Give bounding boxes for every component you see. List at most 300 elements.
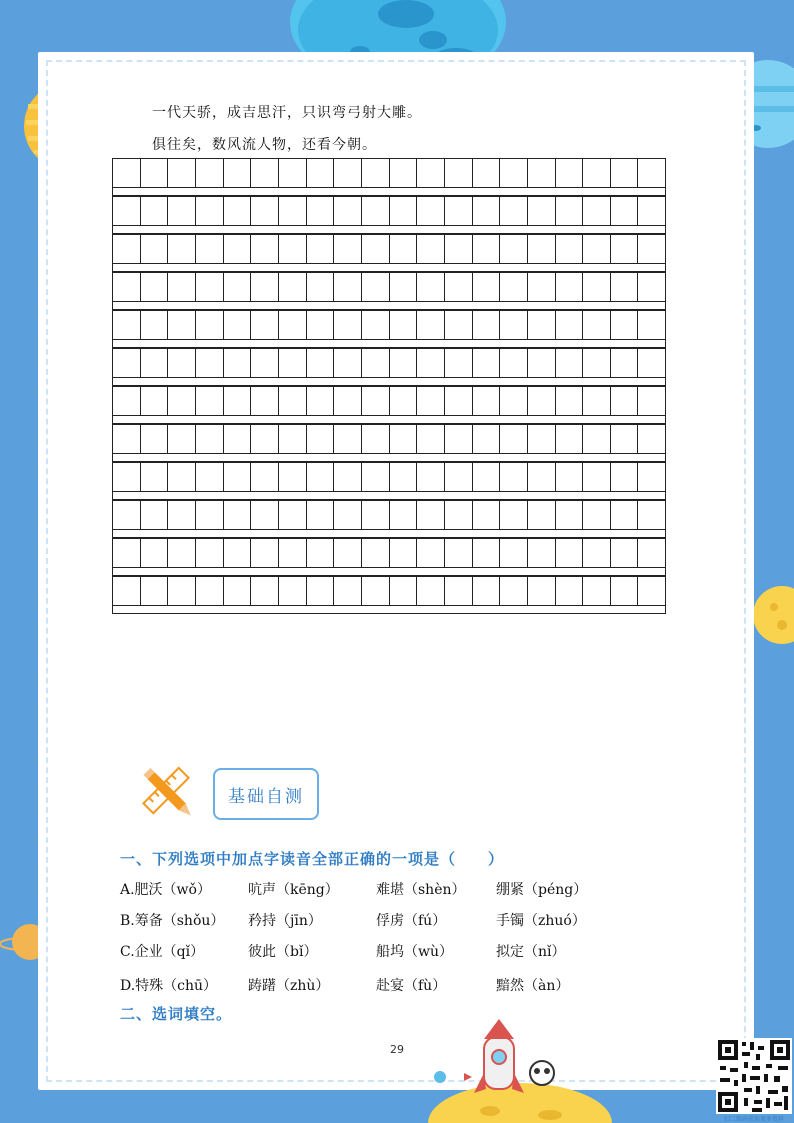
grid-row-gap bbox=[112, 492, 666, 500]
grid-row bbox=[112, 462, 666, 500]
option-d-item-3: 赴宴（fù） bbox=[376, 978, 447, 994]
grid-cell[interactable] bbox=[556, 273, 584, 301]
grid-cell[interactable] bbox=[113, 273, 141, 301]
grid-cell[interactable] bbox=[196, 577, 224, 605]
grid-cell[interactable] bbox=[583, 273, 611, 301]
grid-cell[interactable] bbox=[196, 159, 224, 187]
grid-cell[interactable] bbox=[390, 539, 418, 567]
grid-cell[interactable] bbox=[417, 501, 445, 529]
grid-cell[interactable] bbox=[638, 235, 665, 263]
grid-cell[interactable] bbox=[390, 425, 418, 453]
grid-cell[interactable] bbox=[196, 463, 224, 491]
grid-row-cells bbox=[112, 538, 666, 568]
pencil-ruler-icon bbox=[128, 754, 204, 830]
grid-cell[interactable] bbox=[611, 197, 639, 225]
grid-cell[interactable] bbox=[196, 349, 224, 377]
grid-cell[interactable] bbox=[141, 463, 169, 491]
grid-cell[interactable] bbox=[473, 349, 501, 377]
grid-cell[interactable] bbox=[417, 463, 445, 491]
grid-cell[interactable] bbox=[445, 311, 473, 339]
grid-cell[interactable] bbox=[168, 387, 196, 415]
grid-cell[interactable] bbox=[390, 159, 418, 187]
option-c-item-4: 拟定（nǐ） bbox=[496, 944, 566, 960]
grid-cell[interactable] bbox=[638, 501, 665, 529]
grid-row-gap bbox=[112, 530, 666, 538]
grid-row-gap bbox=[112, 264, 666, 272]
grid-cell[interactable] bbox=[251, 159, 279, 187]
grid-cell[interactable] bbox=[362, 577, 390, 605]
grid-cell[interactable] bbox=[638, 273, 665, 301]
grid-cell[interactable] bbox=[224, 577, 252, 605]
grid-cell[interactable] bbox=[611, 273, 639, 301]
option-c-item-1: C.企业（qǐ） bbox=[120, 944, 205, 960]
grid-cell[interactable] bbox=[307, 463, 335, 491]
grid-cell[interactable] bbox=[638, 159, 665, 187]
grid-cell[interactable] bbox=[224, 387, 252, 415]
grid-cell[interactable] bbox=[196, 387, 224, 415]
grid-row bbox=[112, 158, 666, 196]
grid-cell[interactable] bbox=[390, 387, 418, 415]
grid-cell[interactable] bbox=[528, 501, 556, 529]
grid-cell[interactable] bbox=[473, 425, 501, 453]
grid-cell[interactable] bbox=[445, 349, 473, 377]
section-label-basic-self-test: 基础自测 bbox=[213, 768, 319, 820]
grid-cell[interactable] bbox=[417, 311, 445, 339]
grid-cell[interactable] bbox=[251, 349, 279, 377]
grid-cell[interactable] bbox=[390, 501, 418, 529]
grid-cell[interactable] bbox=[251, 235, 279, 263]
grid-cell[interactable] bbox=[417, 197, 445, 225]
grid-cell[interactable] bbox=[473, 463, 501, 491]
grid-cell[interactable] bbox=[528, 425, 556, 453]
grid-cell[interactable] bbox=[417, 235, 445, 263]
grid-cell[interactable] bbox=[224, 159, 252, 187]
grid-cell[interactable] bbox=[528, 197, 556, 225]
grid-row bbox=[112, 234, 666, 272]
grid-cell[interactable] bbox=[251, 539, 279, 567]
grid-row-cells bbox=[112, 500, 666, 530]
grid-cell[interactable] bbox=[279, 387, 307, 415]
grid-row bbox=[112, 500, 666, 538]
grid-cell[interactable] bbox=[500, 311, 528, 339]
grid-cell[interactable] bbox=[362, 311, 390, 339]
grid-cell[interactable] bbox=[528, 311, 556, 339]
grid-cell[interactable] bbox=[638, 539, 665, 567]
grid-cell[interactable] bbox=[528, 159, 556, 187]
grid-cell[interactable] bbox=[417, 349, 445, 377]
grid-cell[interactable] bbox=[113, 197, 141, 225]
grid-cell[interactable] bbox=[224, 273, 252, 301]
grid-cell[interactable] bbox=[556, 349, 584, 377]
grid-cell[interactable] bbox=[417, 539, 445, 567]
grid-row-cells bbox=[112, 386, 666, 416]
grid-cell[interactable] bbox=[583, 197, 611, 225]
grid-cell[interactable] bbox=[583, 501, 611, 529]
grid-cell[interactable] bbox=[417, 387, 445, 415]
grid-cell[interactable] bbox=[500, 273, 528, 301]
grid-cell[interactable] bbox=[196, 501, 224, 529]
grid-cell[interactable] bbox=[556, 539, 584, 567]
grid-row-gap bbox=[112, 454, 666, 462]
grid-cell[interactable] bbox=[445, 387, 473, 415]
grid-cell[interactable] bbox=[251, 311, 279, 339]
question-2-title: 二、选词填空。 bbox=[120, 1005, 233, 1023]
grid-cell[interactable] bbox=[307, 235, 335, 263]
grid-cell[interactable] bbox=[251, 577, 279, 605]
grid-cell[interactable] bbox=[500, 539, 528, 567]
grid-row-cells bbox=[112, 196, 666, 226]
grid-cell[interactable] bbox=[583, 387, 611, 415]
grid-cell[interactable] bbox=[141, 159, 169, 187]
poem-line-2: 俱往矣，数风流人物，还看今朝。 bbox=[152, 137, 377, 153]
grid-cell[interactable] bbox=[473, 387, 501, 415]
grid-cell[interactable] bbox=[113, 311, 141, 339]
grid-cell[interactable] bbox=[390, 273, 418, 301]
grid-cell[interactable] bbox=[141, 197, 169, 225]
grid-cell[interactable] bbox=[638, 387, 665, 415]
grid-cell[interactable] bbox=[556, 425, 584, 453]
grid-cell[interactable] bbox=[445, 539, 473, 567]
grid-cell[interactable] bbox=[556, 311, 584, 339]
grid-cell[interactable] bbox=[334, 463, 362, 491]
grid-cell[interactable] bbox=[362, 387, 390, 415]
grid-cell[interactable] bbox=[362, 197, 390, 225]
grid-cell[interactable] bbox=[279, 539, 307, 567]
grid-cell[interactable] bbox=[556, 235, 584, 263]
grid-cell[interactable] bbox=[500, 197, 528, 225]
grid-cell[interactable] bbox=[611, 501, 639, 529]
grid-cell[interactable] bbox=[611, 235, 639, 263]
grid-row bbox=[112, 424, 666, 462]
grid-cell[interactable] bbox=[251, 273, 279, 301]
grid-cell[interactable] bbox=[556, 197, 584, 225]
grid-row-cells bbox=[112, 424, 666, 454]
grid-cell[interactable] bbox=[224, 235, 252, 263]
grid-cell[interactable] bbox=[473, 197, 501, 225]
grid-cell[interactable] bbox=[113, 501, 141, 529]
grid-row-gap bbox=[112, 226, 666, 234]
grid-cell[interactable] bbox=[113, 425, 141, 453]
writing-grid[interactable] bbox=[112, 158, 666, 614]
grid-cell[interactable] bbox=[528, 273, 556, 301]
grid-cell[interactable] bbox=[307, 387, 335, 415]
grid-row bbox=[112, 272, 666, 310]
grid-cell[interactable] bbox=[528, 463, 556, 491]
grid-cell[interactable] bbox=[307, 425, 335, 453]
grid-cell[interactable] bbox=[583, 349, 611, 377]
grid-cell[interactable] bbox=[196, 425, 224, 453]
grid-row-cells bbox=[112, 348, 666, 378]
grid-row-gap bbox=[112, 340, 666, 348]
grid-cell[interactable] bbox=[583, 311, 611, 339]
option-b-item-1: B.筹备（shǒu） bbox=[120, 913, 225, 929]
grid-cell[interactable] bbox=[611, 539, 639, 567]
grid-row bbox=[112, 348, 666, 386]
grid-cell[interactable] bbox=[307, 349, 335, 377]
grid-cell[interactable] bbox=[445, 235, 473, 263]
grid-cell[interactable] bbox=[500, 463, 528, 491]
grid-cell[interactable] bbox=[168, 539, 196, 567]
grid-row bbox=[112, 538, 666, 576]
grid-cell[interactable] bbox=[638, 197, 665, 225]
grid-cell[interactable] bbox=[638, 463, 665, 491]
option-b-item-2: 矜持（jīn） bbox=[248, 913, 322, 929]
grid-cell[interactable] bbox=[113, 387, 141, 415]
grid-row-gap bbox=[112, 378, 666, 386]
option-a-item-4: 绷紧（péng） bbox=[496, 882, 588, 898]
grid-cell[interactable] bbox=[334, 197, 362, 225]
grid-cell[interactable] bbox=[473, 159, 501, 187]
grid-cell[interactable] bbox=[113, 577, 141, 605]
grid-row-gap bbox=[112, 416, 666, 424]
grid-cell[interactable] bbox=[279, 311, 307, 339]
grid-cell[interactable] bbox=[638, 311, 665, 339]
grid-cell[interactable] bbox=[445, 463, 473, 491]
grid-cell[interactable] bbox=[224, 349, 252, 377]
grid-cell[interactable] bbox=[611, 387, 639, 415]
grid-cell[interactable] bbox=[334, 425, 362, 453]
grid-cell[interactable] bbox=[362, 463, 390, 491]
grid-row bbox=[112, 196, 666, 234]
grid-cell[interactable] bbox=[445, 197, 473, 225]
grid-cell[interactable] bbox=[500, 349, 528, 377]
grid-cell[interactable] bbox=[307, 197, 335, 225]
grid-cell[interactable] bbox=[251, 387, 279, 415]
grid-row-cells bbox=[112, 234, 666, 264]
option-c-item-2: 彼此（bǐ） bbox=[248, 944, 318, 960]
grid-cell[interactable] bbox=[638, 577, 665, 605]
grid-cell[interactable] bbox=[362, 159, 390, 187]
grid-cell[interactable] bbox=[473, 235, 501, 263]
grid-cell[interactable] bbox=[445, 159, 473, 187]
option-b-item-4: 手镯（zhuó） bbox=[496, 913, 586, 929]
grid-cell[interactable] bbox=[445, 273, 473, 301]
grid-cell[interactable] bbox=[473, 311, 501, 339]
grid-row-cells bbox=[112, 158, 666, 188]
grid-cell[interactable] bbox=[141, 311, 169, 339]
grid-cell[interactable] bbox=[500, 425, 528, 453]
grid-cell[interactable] bbox=[500, 577, 528, 605]
grid-cell[interactable] bbox=[196, 311, 224, 339]
grid-row-cells bbox=[112, 272, 666, 302]
grid-cell[interactable] bbox=[362, 273, 390, 301]
grid-cell[interactable] bbox=[583, 159, 611, 187]
grid-cell[interactable] bbox=[500, 159, 528, 187]
page-number: 29 bbox=[390, 1043, 404, 1056]
grid-cell[interactable] bbox=[224, 311, 252, 339]
grid-cell[interactable] bbox=[362, 235, 390, 263]
grid-cell[interactable] bbox=[141, 425, 169, 453]
grid-row-gap bbox=[112, 606, 666, 614]
grid-cell[interactable] bbox=[279, 273, 307, 301]
grid-cell[interactable] bbox=[168, 273, 196, 301]
grid-row-cells bbox=[112, 462, 666, 492]
grid-cell[interactable] bbox=[556, 577, 584, 605]
grid-cell[interactable] bbox=[473, 273, 501, 301]
grid-cell[interactable] bbox=[556, 463, 584, 491]
grid-cell[interactable] bbox=[334, 159, 362, 187]
grid-cell[interactable] bbox=[113, 159, 141, 187]
grid-row bbox=[112, 386, 666, 424]
grid-cell[interactable] bbox=[334, 387, 362, 415]
grid-cell[interactable] bbox=[390, 577, 418, 605]
poem-line-1: 一代天骄，成吉思汗，只识弯弓射大雕。 bbox=[152, 105, 422, 121]
grid-cell[interactable] bbox=[583, 235, 611, 263]
option-a-item-3: 难堪（shèn） bbox=[376, 882, 466, 898]
grid-cell[interactable] bbox=[141, 349, 169, 377]
option-d-item-4: 黯然（àn） bbox=[496, 978, 570, 994]
grid-cell[interactable] bbox=[362, 539, 390, 567]
grid-cell[interactable] bbox=[528, 539, 556, 567]
grid-cell[interactable] bbox=[390, 311, 418, 339]
grid-cell[interactable] bbox=[583, 577, 611, 605]
grid-cell[interactable] bbox=[390, 197, 418, 225]
grid-row-gap bbox=[112, 302, 666, 310]
grid-cell[interactable] bbox=[362, 349, 390, 377]
qr-code[interactable] bbox=[716, 1038, 792, 1114]
grid-cell[interactable] bbox=[556, 501, 584, 529]
grid-cell[interactable] bbox=[638, 425, 665, 453]
grid-cell[interactable] bbox=[196, 197, 224, 225]
grid-cell[interactable] bbox=[445, 425, 473, 453]
grid-row-cells bbox=[112, 576, 666, 606]
grid-cell[interactable] bbox=[334, 501, 362, 529]
grid-cell[interactable] bbox=[141, 539, 169, 567]
grid-cell[interactable] bbox=[334, 539, 362, 567]
grid-cell[interactable] bbox=[224, 539, 252, 567]
grid-cell[interactable] bbox=[417, 159, 445, 187]
grid-cell[interactable] bbox=[168, 197, 196, 225]
grid-cell[interactable] bbox=[196, 539, 224, 567]
grid-cell[interactable] bbox=[390, 235, 418, 263]
grid-cell[interactable] bbox=[583, 539, 611, 567]
grid-cell[interactable] bbox=[417, 273, 445, 301]
grid-cell[interactable] bbox=[168, 577, 196, 605]
grid-cell[interactable] bbox=[334, 235, 362, 263]
grid-row-cells bbox=[112, 310, 666, 340]
grid-cell[interactable] bbox=[528, 235, 556, 263]
grid-cell[interactable] bbox=[307, 539, 335, 567]
grid-cell[interactable] bbox=[473, 539, 501, 567]
grid-cell[interactable] bbox=[279, 425, 307, 453]
grid-cell[interactable] bbox=[445, 501, 473, 529]
grid-cell[interactable] bbox=[141, 577, 169, 605]
grid-cell[interactable] bbox=[556, 387, 584, 415]
qr-caption: 扫二维码获取更多资料 bbox=[723, 1116, 784, 1123]
grid-cell[interactable] bbox=[279, 235, 307, 263]
grid-cell[interactable] bbox=[500, 501, 528, 529]
grid-cell[interactable] bbox=[307, 501, 335, 529]
grid-cell[interactable] bbox=[141, 235, 169, 263]
grid-cell[interactable] bbox=[528, 349, 556, 377]
grid-cell[interactable] bbox=[362, 425, 390, 453]
grid-cell[interactable] bbox=[473, 577, 501, 605]
grid-cell[interactable] bbox=[611, 349, 639, 377]
grid-cell[interactable] bbox=[196, 273, 224, 301]
grid-cell[interactable] bbox=[168, 235, 196, 263]
grid-cell[interactable] bbox=[528, 577, 556, 605]
grid-cell[interactable] bbox=[279, 501, 307, 529]
grid-cell[interactable] bbox=[307, 311, 335, 339]
grid-cell[interactable] bbox=[307, 577, 335, 605]
grid-cell[interactable] bbox=[141, 387, 169, 415]
grid-cell[interactable] bbox=[500, 235, 528, 263]
grid-cell[interactable] bbox=[334, 577, 362, 605]
grid-cell[interactable] bbox=[113, 349, 141, 377]
option-c-item-3: 船坞（wù） bbox=[376, 944, 453, 960]
grid-cell[interactable] bbox=[611, 311, 639, 339]
rocket-moon-illustration bbox=[420, 1015, 620, 1123]
option-a-item-2: 吭声（kēng） bbox=[248, 882, 339, 898]
grid-cell[interactable] bbox=[334, 273, 362, 301]
grid-cell[interactable] bbox=[611, 425, 639, 453]
grid-cell[interactable] bbox=[556, 159, 584, 187]
grid-cell[interactable] bbox=[417, 577, 445, 605]
grid-cell[interactable] bbox=[583, 463, 611, 491]
grid-cell[interactable] bbox=[417, 425, 445, 453]
grid-cell[interactable] bbox=[224, 463, 252, 491]
grid-cell[interactable] bbox=[113, 539, 141, 567]
grid-cell[interactable] bbox=[141, 501, 169, 529]
grid-cell[interactable] bbox=[168, 463, 196, 491]
grid-cell[interactable] bbox=[638, 349, 665, 377]
grid-cell[interactable] bbox=[279, 197, 307, 225]
grid-cell[interactable] bbox=[334, 311, 362, 339]
yellow-moon-right-illustration bbox=[752, 585, 794, 645]
grid-cell[interactable] bbox=[279, 349, 307, 377]
grid-cell[interactable] bbox=[473, 501, 501, 529]
grid-cell[interactable] bbox=[307, 159, 335, 187]
question-1-title: 一、下列选项中加点字读音全部正确的一项是（ ） bbox=[120, 850, 505, 868]
grid-cell[interactable] bbox=[611, 577, 639, 605]
grid-cell[interactable] bbox=[168, 311, 196, 339]
grid-cell[interactable] bbox=[251, 501, 279, 529]
grid-cell[interactable] bbox=[611, 463, 639, 491]
grid-cell[interactable] bbox=[390, 463, 418, 491]
grid-cell[interactable] bbox=[168, 159, 196, 187]
grid-row-gap bbox=[112, 568, 666, 576]
grid-cell[interactable] bbox=[334, 349, 362, 377]
grid-cell[interactable] bbox=[279, 463, 307, 491]
grid-cell[interactable] bbox=[113, 463, 141, 491]
grid-cell[interactable] bbox=[251, 197, 279, 225]
grid-cell[interactable] bbox=[224, 425, 252, 453]
grid-cell[interactable] bbox=[279, 159, 307, 187]
grid-cell[interactable] bbox=[168, 349, 196, 377]
grid-cell[interactable] bbox=[196, 235, 224, 263]
grid-cell[interactable] bbox=[583, 425, 611, 453]
grid-cell[interactable] bbox=[224, 501, 252, 529]
grid-cell[interactable] bbox=[500, 387, 528, 415]
grid-cell[interactable] bbox=[445, 577, 473, 605]
grid-row bbox=[112, 576, 666, 614]
grid-cell[interactable] bbox=[168, 425, 196, 453]
option-d-item-1: D.特殊（chū） bbox=[120, 978, 218, 994]
grid-cell[interactable] bbox=[307, 273, 335, 301]
grid-cell[interactable] bbox=[168, 501, 196, 529]
grid-cell[interactable] bbox=[279, 577, 307, 605]
grid-cell[interactable] bbox=[390, 349, 418, 377]
grid-cell[interactable] bbox=[113, 235, 141, 263]
grid-cell[interactable] bbox=[362, 501, 390, 529]
grid-cell[interactable] bbox=[251, 463, 279, 491]
grid-cell[interactable] bbox=[528, 387, 556, 415]
grid-cell[interactable] bbox=[251, 425, 279, 453]
option-a-item-1: A.肥沃（wǒ） bbox=[120, 882, 211, 898]
grid-cell[interactable] bbox=[141, 273, 169, 301]
grid-cell[interactable] bbox=[224, 197, 252, 225]
grid-cell[interactable] bbox=[611, 159, 639, 187]
